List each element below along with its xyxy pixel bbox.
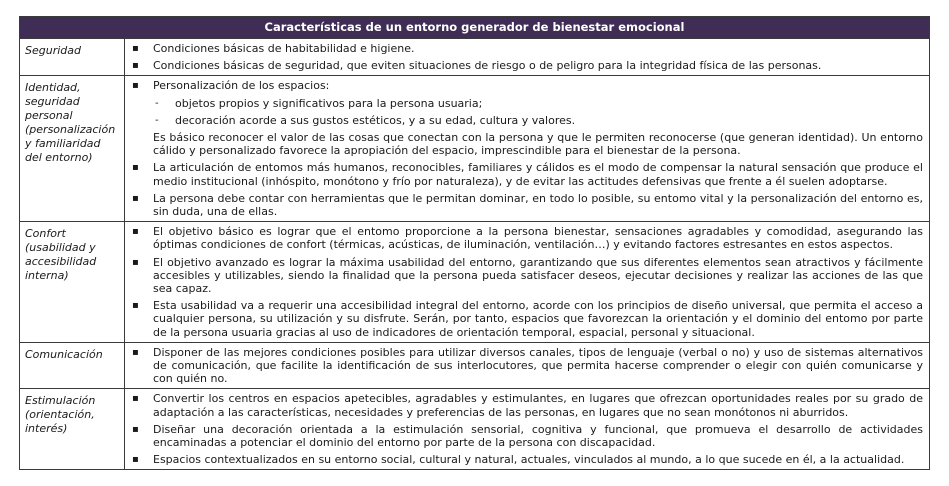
table-row [20, 388, 929, 469]
row-content [125, 39, 929, 75]
list-item-text: El objetivo básico es lograr que el entomo proporcione a la persona bienestar, sensaciones agradables y comodidad, asegurando las óptimas condiciones de confort (térmicas, acústicas, de iluminación, ventilación…) y evitando factores estresantes en estos aspectos. [153, 225, 923, 252]
row-label-line: Seguridad [25, 44, 81, 57]
square-bullet-icon: ▪ [132, 423, 139, 435]
row-label [20, 39, 125, 75]
list-item-text: Diseñar una decoración orientada a la estimulación sensorial, cognitiva y funcional, que promueva el desarrollo de actividades encaminadas a potenciar el dominio del entorno por parte de la persona con discapacidad. [153, 422, 923, 450]
row-label [20, 222, 125, 342]
row-content [125, 389, 929, 469]
list-item [131, 42, 923, 55]
sub-list-item [153, 97, 923, 110]
row-label-line: Confort [25, 227, 66, 241]
square-bullet-icon: ▪ [132, 162, 139, 174]
list-item [131, 256, 923, 296]
row-content [125, 222, 929, 342]
list-item [131, 59, 923, 72]
square-bullet-icon: ▪ [132, 300, 139, 312]
square-bullet-icon: ▪ [132, 60, 139, 72]
row-label-line: seguridad personal [25, 95, 80, 123]
row-label-line: Comunicación [25, 347, 103, 361]
list-item-text: Disponer de las mejores condiciones posibles para utilizar diversos canales, tipos de lenguaje (verbal o no) y uso de sistemas alternativos de comunicación, que facilite la identificación de sus interlocutores, que permita hacerse comprender o elegir con quién comunicarse y con quién no. [153, 345, 923, 386]
row-content [125, 76, 929, 221]
list-item-text: Esta usabilidad va a requerir una accesibilidad integral del entorno, acorde con los principios de diseño universal, que permita el acceso a cualquier persona, su utilización y su disfrute. Serán, por tanto, espacios que favorezcan la orientación y el dominio del entomo por parte de la persona usuaria gracias al uso de indicadores de orientación temporal, espacial, personal y situacional. [153, 299, 923, 339]
row-content [125, 343, 929, 389]
table-row [20, 342, 929, 389]
square-bullet-icon: ▪ [132, 454, 139, 466]
list-item-text: El objetivo avanzado es lograr la máxima usabilidad del entorno, garantizando que sus diferentes elementos sean atractivos y fácilmente accesibles y utilizables, siendo la finalidad que la persona pueda satisfacer deseos, ejecutar decisiones y realizar las acciones de las que sea capaz. [153, 255, 923, 296]
square-bullet-icon: ▪ [132, 393, 139, 405]
list-item [131, 299, 923, 339]
row-label [20, 76, 125, 221]
square-bullet-icon: ▪ [132, 80, 139, 92]
sub-list-item [153, 114, 923, 127]
list-item-text: La articulación de entomos más humanos, reconocibles, familiares y cálidos es el modo de compensar la natural sensación que produce el medio institucional (inhóspito, monótono y frío por naturaleza), y de evitar las actitudes defensivas que frente a él suelen adoptarse. [153, 161, 923, 188]
list-item [131, 346, 923, 386]
dash-marker: - [155, 97, 159, 109]
row-label-line: Estimulación [25, 394, 96, 408]
list-item-text: Condiciones básicas de seguridad, que eviten situaciones de riesgo o de peligro para la integridad física de las personas. [153, 59, 822, 73]
row-label-line: (personalización y familiaridad del entorno) [25, 123, 116, 165]
characteristics-table [19, 16, 930, 470]
list-item [131, 192, 923, 218]
sub-list-item-text: objetos propios y significativos para la persona usuaria; [175, 96, 483, 110]
square-bullet-icon: ▪ [132, 192, 139, 204]
list-item-text: La persona debe contar con herramientas que le permitan dominar, en todo lo posible, su entomo vital y la personalización del entorno es, sin duda, una de ellas. [153, 191, 923, 219]
dash-marker: - [155, 114, 159, 126]
table-row [20, 38, 929, 75]
row-label-line: (orientación, interés) [25, 408, 95, 436]
list-item [131, 392, 923, 418]
square-bullet-icon: ▪ [132, 43, 139, 54]
list-item [131, 225, 923, 251]
row-label [20, 343, 125, 389]
table-row [20, 221, 929, 342]
square-bullet-icon: ▪ [132, 226, 139, 238]
list-item [131, 161, 923, 187]
square-bullet-icon: ▪ [132, 346, 139, 358]
row-label-line: Identidad, [25, 81, 81, 95]
square-bullet-icon: ▪ [132, 256, 139, 268]
list-item-text: Espacios contextualizados en su entorno social, cultural y natural, actuales, vinculados al mundo, a lo que sucede en él, a la actualidad. [153, 453, 905, 467]
list-item-text: Convertir los centros en espacios apetecibles, agradables y estimulantes, en lugares que ofrezcan oportunidades reales por su grado de adaptación a las características, necesidades y preferencias de las personas, en lugares que no sean monótonos ni aburridos. [153, 392, 923, 419]
list-item-text: Personalización de los espacios: [153, 79, 330, 93]
list-item [131, 453, 923, 466]
list-item-text: Condiciones básicas de habitabilidad e higiene. [153, 42, 415, 55]
item-paragraph: Es básico reconocer el valor de las cosas que conectan con la persona y que le permiten reconocerse (que generan identidad). Un entorno cálido y personalizado favorece la apropiación del espacio, imprescindible para el bienestar de la persona. [153, 131, 923, 158]
table-body [20, 38, 929, 469]
sub-list-item-text: decoración acorde a sus gustos estéticos, y a su edad, cultura y valores. [175, 113, 576, 127]
table-title: Características de un entorno generador de bienestar emocional [20, 17, 929, 38]
row-label-line: (usabilidad y accesibilidad interna) [25, 241, 97, 283]
table-row [20, 75, 929, 221]
list-item [131, 423, 923, 449]
row-label [20, 389, 125, 469]
list-item [131, 79, 923, 157]
